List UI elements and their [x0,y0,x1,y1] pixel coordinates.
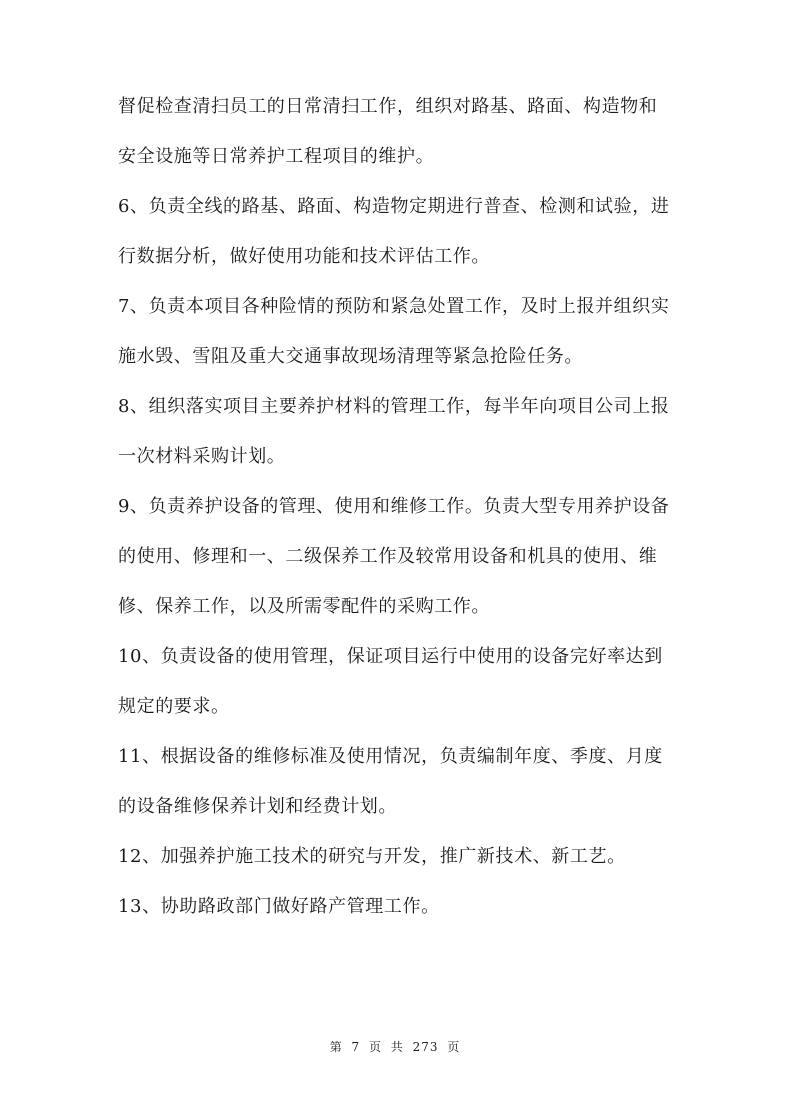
text-line: 13、协助路政部门做好路产管理工作。 [118,896,440,917]
text-line: 10、负责设备的使用管理，保证项目运行中使用的设备完好率达到 [118,646,663,667]
text-line: 7、负责本项目各种险情的预防和紧急处置工作，及时上报并组织实 [118,296,670,317]
text-line: 督促检查清扫员工的日常清扫工作，组织对路基、路面、构造物和 [118,96,658,117]
text-line: 行数据分析，做好使用功能和技术评估工作。 [118,246,490,267]
text-line: 12、加强养护施工技术的研究与开发，推广新技术、新工艺。 [118,846,626,867]
text-line: 一次材料采购计划。 [118,446,286,467]
text-line: 的设备维修保养计划和经费计划。 [118,796,397,817]
text-line: 修、保养工作，以及所需零配件的采购工作。 [118,596,490,617]
text-line: 6、负责全线的路基、路面、构造物定期进行普查、检测和试验，进 [118,196,670,217]
text-line: 8、组织落实项目主要养护材料的管理工作，每半年向项目公司上报 [118,396,670,417]
text-line: 的使用、修理和一、二级保养工作及较常用设备和机具的使用、维 [118,546,658,567]
text-line: 施水毁、雪阻及重大交通事故现场清理等紧急抢险任务。 [118,346,583,367]
text-line: 11、根据设备的维修标准及使用情况，负责编制年度、季度、月度 [118,746,663,767]
text-line: 安全设施等日常养护工程项目的维护。 [118,146,435,167]
page-number-footer: 第 7 页 共 273 页 [329,1040,461,1054]
text-line: 规定的要求。 [118,696,230,717]
text-line: 9、负责养护设备的管理、使用和维修工作。负责大型专用养护设备 [118,496,670,517]
